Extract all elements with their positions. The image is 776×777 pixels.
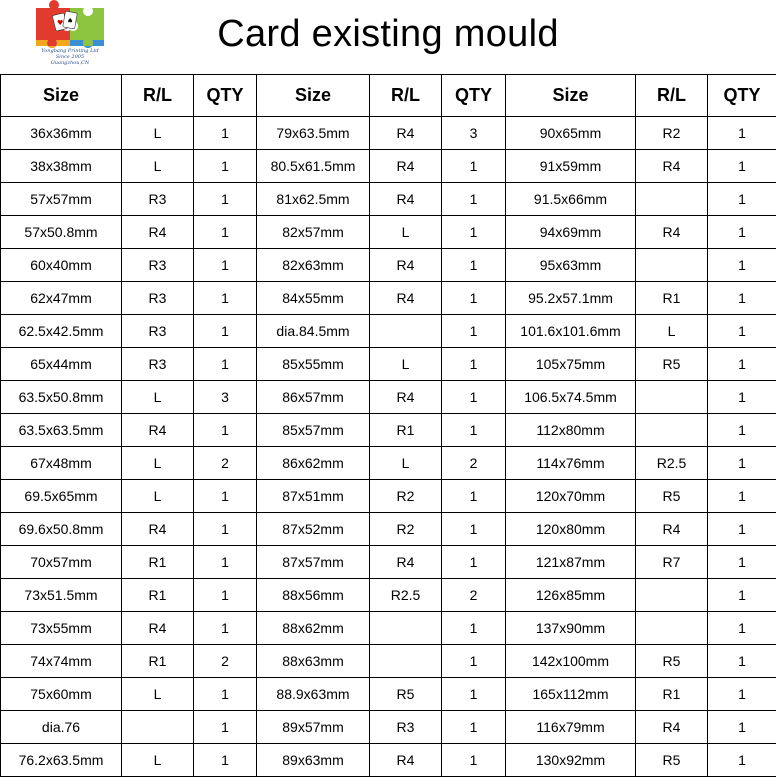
- table-cell: 63.5x50.8mm: [1, 381, 122, 414]
- column-header: Size: [257, 75, 370, 117]
- table-row: [1, 579, 776, 612]
- table-cell: R3: [122, 348, 194, 381]
- column-header: QTY: [442, 75, 506, 117]
- table-cell: R4: [122, 513, 194, 546]
- table-cell: 1: [194, 513, 257, 546]
- table-cell: 1: [194, 579, 257, 612]
- table-cell: 1: [442, 150, 506, 183]
- table-cell: 1: [708, 150, 776, 183]
- table-cell: 116x79mm: [506, 711, 636, 744]
- svg-text:♥: ♥: [57, 19, 63, 27]
- table-cell: 1: [194, 348, 257, 381]
- table-cell: R2.5: [636, 447, 708, 480]
- table-cell: 63.5x63.5mm: [1, 414, 122, 447]
- table-cell: 101.6x101.6mm: [506, 315, 636, 348]
- table-cell: R5: [370, 678, 442, 711]
- table-cell: 106.5x74.5mm: [506, 381, 636, 414]
- table-cell: 3: [194, 381, 257, 414]
- table-cell: 3: [442, 117, 506, 150]
- table-row: [1, 216, 776, 249]
- table-cell: 1: [708, 447, 776, 480]
- table-cell: 1: [442, 711, 506, 744]
- table-cell: 1: [708, 381, 776, 414]
- table-cell: 105x75mm: [506, 348, 636, 381]
- table-cell: 1: [194, 414, 257, 447]
- table-cell: 1: [194, 480, 257, 513]
- table-cell: 1: [708, 117, 776, 150]
- table-cell: 1: [442, 612, 506, 645]
- table-cell: 89x63mm: [257, 744, 370, 777]
- table-cell: 91.5x66mm: [506, 183, 636, 216]
- table-cell: 57x50.8mm: [1, 216, 122, 249]
- table-cell: R2: [370, 480, 442, 513]
- table-cell: 112x80mm: [506, 414, 636, 447]
- table-cell: 73x51.5mm: [1, 579, 122, 612]
- table-cell: 91x59mm: [506, 150, 636, 183]
- table-cell: R4: [370, 546, 442, 579]
- table-cell: R4: [370, 744, 442, 777]
- table-cell: 81x62.5mm: [257, 183, 370, 216]
- table-cell: [636, 381, 708, 414]
- svg-text:Since 2005: Since 2005: [56, 54, 84, 60]
- table-cell: R3: [122, 183, 194, 216]
- table-row: [1, 249, 776, 282]
- page-header: [0, 0, 776, 74]
- table-cell: 1: [194, 216, 257, 249]
- table-row: [1, 645, 776, 678]
- table-cell: R4: [370, 150, 442, 183]
- table-cell: 74x74mm: [1, 645, 122, 678]
- table-row: [1, 414, 776, 447]
- table-cell: 1: [194, 117, 257, 150]
- table-cell: 2: [442, 447, 506, 480]
- table-cell: 79x63.5mm: [257, 117, 370, 150]
- table-header-row: [1, 75, 776, 117]
- table-cell: L: [122, 480, 194, 513]
- table-cell: 1: [708, 744, 776, 777]
- table-cell: 87x51mm: [257, 480, 370, 513]
- table-cell: 95.2x57.1mm: [506, 282, 636, 315]
- table-cell: L: [636, 315, 708, 348]
- table-cell: R4: [636, 711, 708, 744]
- table-cell: 1: [442, 744, 506, 777]
- table-cell: L: [370, 216, 442, 249]
- table-cell: 76.2x63.5mm: [1, 744, 122, 777]
- table-cell: 1: [194, 315, 257, 348]
- table-cell: 85x57mm: [257, 414, 370, 447]
- table-cell: 88x56mm: [257, 579, 370, 612]
- table-cell: 65x44mm: [1, 348, 122, 381]
- table-cell: R1: [122, 546, 194, 579]
- table-cell: 69.5x65mm: [1, 480, 122, 513]
- table-cell: 1: [194, 678, 257, 711]
- svg-text:Yongbang Printing Ltd: Yongbang Printing Ltd: [41, 48, 98, 54]
- table-row: [1, 117, 776, 150]
- table-cell: R1: [122, 579, 194, 612]
- table-cell: 86x62mm: [257, 447, 370, 480]
- table-cell: R4: [370, 282, 442, 315]
- table-cell: 1: [442, 315, 506, 348]
- table-cell: L: [370, 447, 442, 480]
- table-cell: R4: [370, 381, 442, 414]
- table-cell: 1: [442, 513, 506, 546]
- table-cell: 73x55mm: [1, 612, 122, 645]
- table-cell: 1: [194, 711, 257, 744]
- table-cell: 1: [194, 150, 257, 183]
- table-cell: 67x48mm: [1, 447, 122, 480]
- table-cell: 86x57mm: [257, 381, 370, 414]
- table-cell: 120x80mm: [506, 513, 636, 546]
- svg-text:♠: ♠: [67, 17, 73, 25]
- table-cell: R3: [122, 282, 194, 315]
- table-row: [1, 150, 776, 183]
- table-cell: 1: [708, 183, 776, 216]
- table-cell: 75x60mm: [1, 678, 122, 711]
- table-cell: R4: [122, 612, 194, 645]
- table-cell: R3: [122, 249, 194, 282]
- table-cell: L: [122, 447, 194, 480]
- table-cell: R1: [636, 282, 708, 315]
- table-cell: R2: [636, 117, 708, 150]
- table-row: [1, 678, 776, 711]
- table-cell: R4: [122, 216, 194, 249]
- table-cell: L: [122, 117, 194, 150]
- table-row: [1, 744, 776, 777]
- table-cell: 1: [708, 249, 776, 282]
- table-cell: 94x69mm: [506, 216, 636, 249]
- table-cell: L: [370, 348, 442, 381]
- table-cell: R4: [370, 183, 442, 216]
- table-cell: R1: [122, 645, 194, 678]
- svg-text:Guangzhou,CN: Guangzhou,CN: [51, 60, 90, 66]
- table-cell: R5: [636, 645, 708, 678]
- table-row: [1, 546, 776, 579]
- table-cell: 126x85mm: [506, 579, 636, 612]
- table-cell: 1: [708, 414, 776, 447]
- table-row: [1, 513, 776, 546]
- table-cell: R5: [636, 348, 708, 381]
- table-cell: [122, 711, 194, 744]
- page-title: Card existing mould: [0, 12, 776, 56]
- column-header: Size: [506, 75, 636, 117]
- table-cell: R7: [636, 546, 708, 579]
- table-cell: [636, 183, 708, 216]
- table-cell: 84x55mm: [257, 282, 370, 315]
- table-cell: 57x57mm: [1, 183, 122, 216]
- table-cell: L: [122, 150, 194, 183]
- table-cell: L: [122, 678, 194, 711]
- table-cell: 1: [708, 315, 776, 348]
- table-row: [1, 315, 776, 348]
- table-cell: 1: [708, 612, 776, 645]
- table-cell: 1: [708, 480, 776, 513]
- table-cell: 1: [442, 348, 506, 381]
- table-cell: dia.76: [1, 711, 122, 744]
- table-cell: L: [122, 381, 194, 414]
- table-cell: R2: [370, 513, 442, 546]
- table-cell: 1: [194, 612, 257, 645]
- table-cell: R5: [636, 480, 708, 513]
- table-cell: 1: [442, 381, 506, 414]
- table-cell: 1: [708, 546, 776, 579]
- table-cell: R3: [370, 711, 442, 744]
- table-cell: 1: [708, 579, 776, 612]
- table-row: [1, 348, 776, 381]
- table-cell: [370, 612, 442, 645]
- table-cell: 1: [194, 249, 257, 282]
- table-row: [1, 447, 776, 480]
- table-cell: 120x70mm: [506, 480, 636, 513]
- table-cell: 1: [442, 282, 506, 315]
- table-cell: R4: [636, 150, 708, 183]
- table-cell: 1: [708, 711, 776, 744]
- table-cell: 1: [442, 546, 506, 579]
- table-cell: 82x57mm: [257, 216, 370, 249]
- table-cell: [370, 645, 442, 678]
- table-cell: 95x63mm: [506, 249, 636, 282]
- table-cell: 1: [442, 249, 506, 282]
- table-cell: 1: [708, 348, 776, 381]
- table-cell: 142x100mm: [506, 645, 636, 678]
- table-cell: 1: [442, 216, 506, 249]
- table-cell: R3: [122, 315, 194, 348]
- table-cell: 1: [442, 183, 506, 216]
- table-cell: 88x62mm: [257, 612, 370, 645]
- table-cell: 62.5x42.5mm: [1, 315, 122, 348]
- table-cell: 2: [194, 645, 257, 678]
- table-cell: 1: [708, 645, 776, 678]
- table-row: [1, 711, 776, 744]
- table-cell: 121x87mm: [506, 546, 636, 579]
- table-cell: 89x57mm: [257, 711, 370, 744]
- table-cell: 38x38mm: [1, 150, 122, 183]
- column-header: QTY: [708, 75, 776, 117]
- table-cell: 82x63mm: [257, 249, 370, 282]
- table-cell: 60x40mm: [1, 249, 122, 282]
- table-cell: 2: [442, 579, 506, 612]
- table-cell: R4: [122, 414, 194, 447]
- table-cell: R4: [636, 513, 708, 546]
- table-cell: 88.9x63mm: [257, 678, 370, 711]
- table-cell: R4: [370, 249, 442, 282]
- column-header: R/L: [122, 75, 194, 117]
- table-cell: 130x92mm: [506, 744, 636, 777]
- table-cell: dia.84.5mm: [257, 315, 370, 348]
- table-cell: 137x90mm: [506, 612, 636, 645]
- table-cell: 70x57mm: [1, 546, 122, 579]
- table-cell: R1: [636, 678, 708, 711]
- table-cell: 1: [442, 678, 506, 711]
- table-cell: 85x55mm: [257, 348, 370, 381]
- table-row: [1, 381, 776, 414]
- table-cell: 62x47mm: [1, 282, 122, 315]
- table-cell: [636, 249, 708, 282]
- table-cell: 87x52mm: [257, 513, 370, 546]
- table-cell: 69.6x50.8mm: [1, 513, 122, 546]
- table-cell: R4: [636, 216, 708, 249]
- table-cell: 1: [708, 282, 776, 315]
- table-cell: 165x112mm: [506, 678, 636, 711]
- column-header: R/L: [636, 75, 708, 117]
- mould-table: [0, 74, 776, 777]
- table-cell: 1: [708, 216, 776, 249]
- table-cell: 2: [194, 447, 257, 480]
- table-cell: L: [122, 744, 194, 777]
- table-cell: 1: [708, 678, 776, 711]
- table-row: [1, 183, 776, 216]
- table-cell: R2.5: [370, 579, 442, 612]
- table-cell: [370, 315, 442, 348]
- table-cell: [636, 612, 708, 645]
- table-row: [1, 480, 776, 513]
- table-cell: 1: [194, 183, 257, 216]
- table-cell: R5: [636, 744, 708, 777]
- table-cell: 36x36mm: [1, 117, 122, 150]
- table-cell: 80.5x61.5mm: [257, 150, 370, 183]
- table-cell: 90x65mm: [506, 117, 636, 150]
- table-row: [1, 282, 776, 315]
- table-cell: 1: [194, 744, 257, 777]
- table-cell: 114x76mm: [506, 447, 636, 480]
- table-cell: 1: [194, 546, 257, 579]
- column-header: QTY: [194, 75, 257, 117]
- table-cell: R4: [370, 117, 442, 150]
- table-cell: R1: [370, 414, 442, 447]
- table-cell: 1: [442, 480, 506, 513]
- table-cell: 1: [708, 513, 776, 546]
- table-cell: 1: [442, 645, 506, 678]
- table-cell: 88x63mm: [257, 645, 370, 678]
- column-header: Size: [1, 75, 122, 117]
- table-cell: [636, 414, 708, 447]
- table-row: [1, 612, 776, 645]
- table-cell: [636, 579, 708, 612]
- table-cell: 1: [194, 282, 257, 315]
- table-cell: 1: [442, 414, 506, 447]
- table-cell: 87x57mm: [257, 546, 370, 579]
- column-header: R/L: [370, 75, 442, 117]
